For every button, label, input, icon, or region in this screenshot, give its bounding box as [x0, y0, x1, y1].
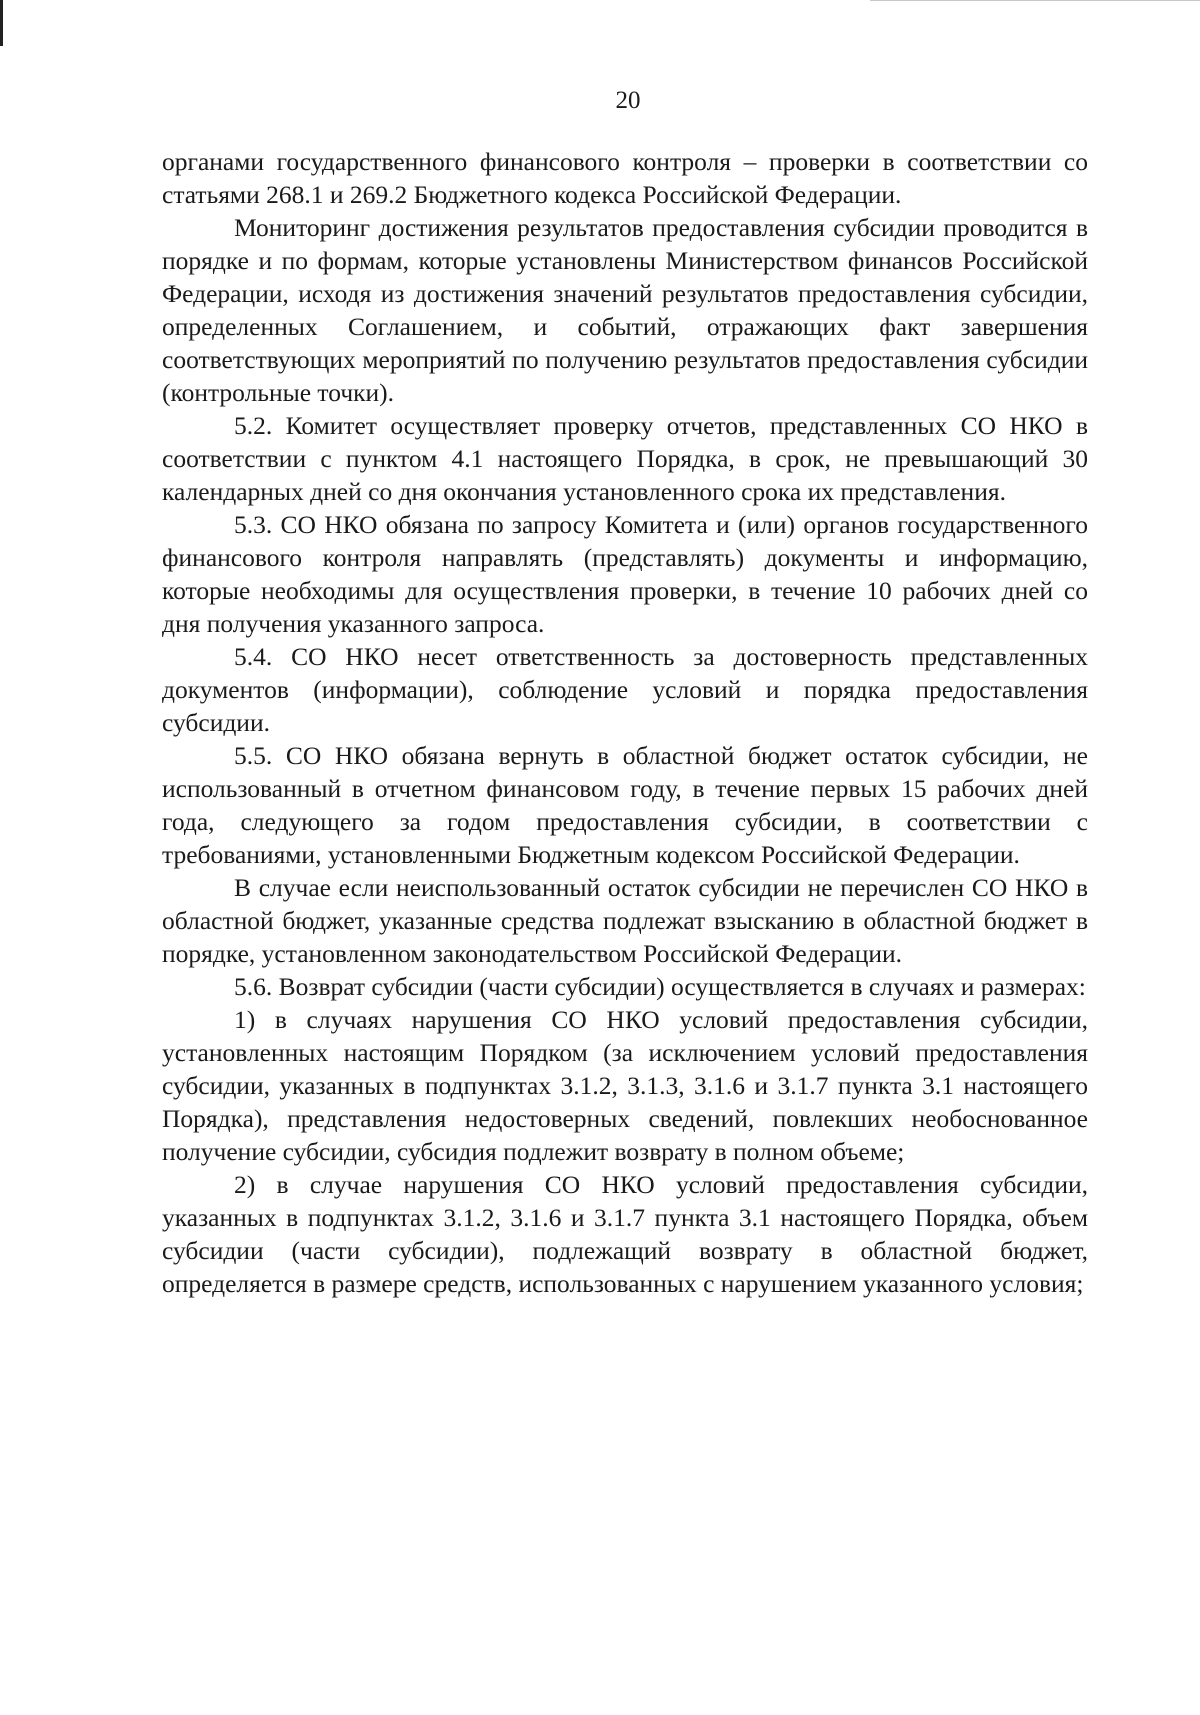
paragraph-monitoring: Мониторинг достижения результатов предоставления субсидии проводится в порядке и по формам, которые установлены Министерством финансов Российской Федерации, исходя из достижения значений результатов предоставления субсидии, определенных Соглашением, и событий, отражающих факт завершения соответствующих мероприятий по получению результатов предоставления субсидии (контрольные точки). [162, 213, 1088, 407]
paragraph-continuation: органами государственного финансового контроля – проверки в соответствии со статьями 268.1 и 269.2 Бюджетного кодекса Российской Федерации. [162, 147, 1088, 209]
paragraph-5-6: 5.6. Возврат субсидии (части субсидии) осуществляется в случаях и размерах: [234, 972, 1086, 1001]
paragraph-5-4: 5.4. СО НКО несет ответственность за достоверность представленных документов (информации), соблюдение условий и порядка предоставления субсидии. [162, 642, 1088, 737]
paragraph-5-6-item-2: 2) в случае нарушения СО НКО условий предоставления субсидии, указанных в подпунктах 3.1.2, 3.1.6 и 3.1.7 пункта 3.1 настоящего Порядка, объем субсидии (части субсидии), подлежащий возврату в областной бюджет, определяется в размере средств, использованных с нарушением указанного условия; [162, 1170, 1088, 1298]
page-number: 20 [615, 87, 641, 114]
paragraph-5-3: 5.3. СО НКО обязана по запросу Комитета и (или) органов государственного финансового контроля направлять (представлять) документы и информацию, которые необходимы для осуществления проверки, в течение 10 рабочих дней со дня получения указанного запроса. [162, 510, 1088, 638]
scan-edge-mark [0, 0, 3, 46]
document-body [162, 145, 1088, 1300]
paragraph-5-6-item-1: 1) в случаях нарушения СО НКО условий предоставления субсидии, установленных настоящим Порядком (за исключением условий предоставления субсидии, указанных в подпунктах 3.1.2, 3.1.3, 3.1.6 и 3.1.7 пункта 3.1 настоящего Порядка), представления недостоверных сведений, повлекших необоснованное получение субсидии, субсидия подлежит возврату в полном объеме; [162, 1005, 1088, 1166]
paragraph-unused-balance: В случае если неиспользованный остаток субсидии не перечислен СО НКО в областной бюджет, указанные средства подлежат взысканию в областной бюджет в порядке, установленном законодательством Российской Федерации. [162, 873, 1088, 968]
paragraph-5-2: 5.2. Комитет осуществляет проверку отчетов, представленных СО НКО в соответствии с пунктом 4.1 настоящего Порядка, в срок, не превышающий 30 календарных дней со дня окончания установленного срока их представления. [162, 411, 1088, 506]
scan-top-line [870, 0, 1200, 1]
paragraph-5-5: 5.5. СО НКО обязана вернуть в областной бюджет остаток субсидии, не использованный в отчетном финансовом году, в течение первых 15 рабочих дней года, следующего за годом предоставления субсидии, в соответствии с требованиями, установленными Бюджетным кодексом Российской Федерации. [162, 741, 1088, 869]
